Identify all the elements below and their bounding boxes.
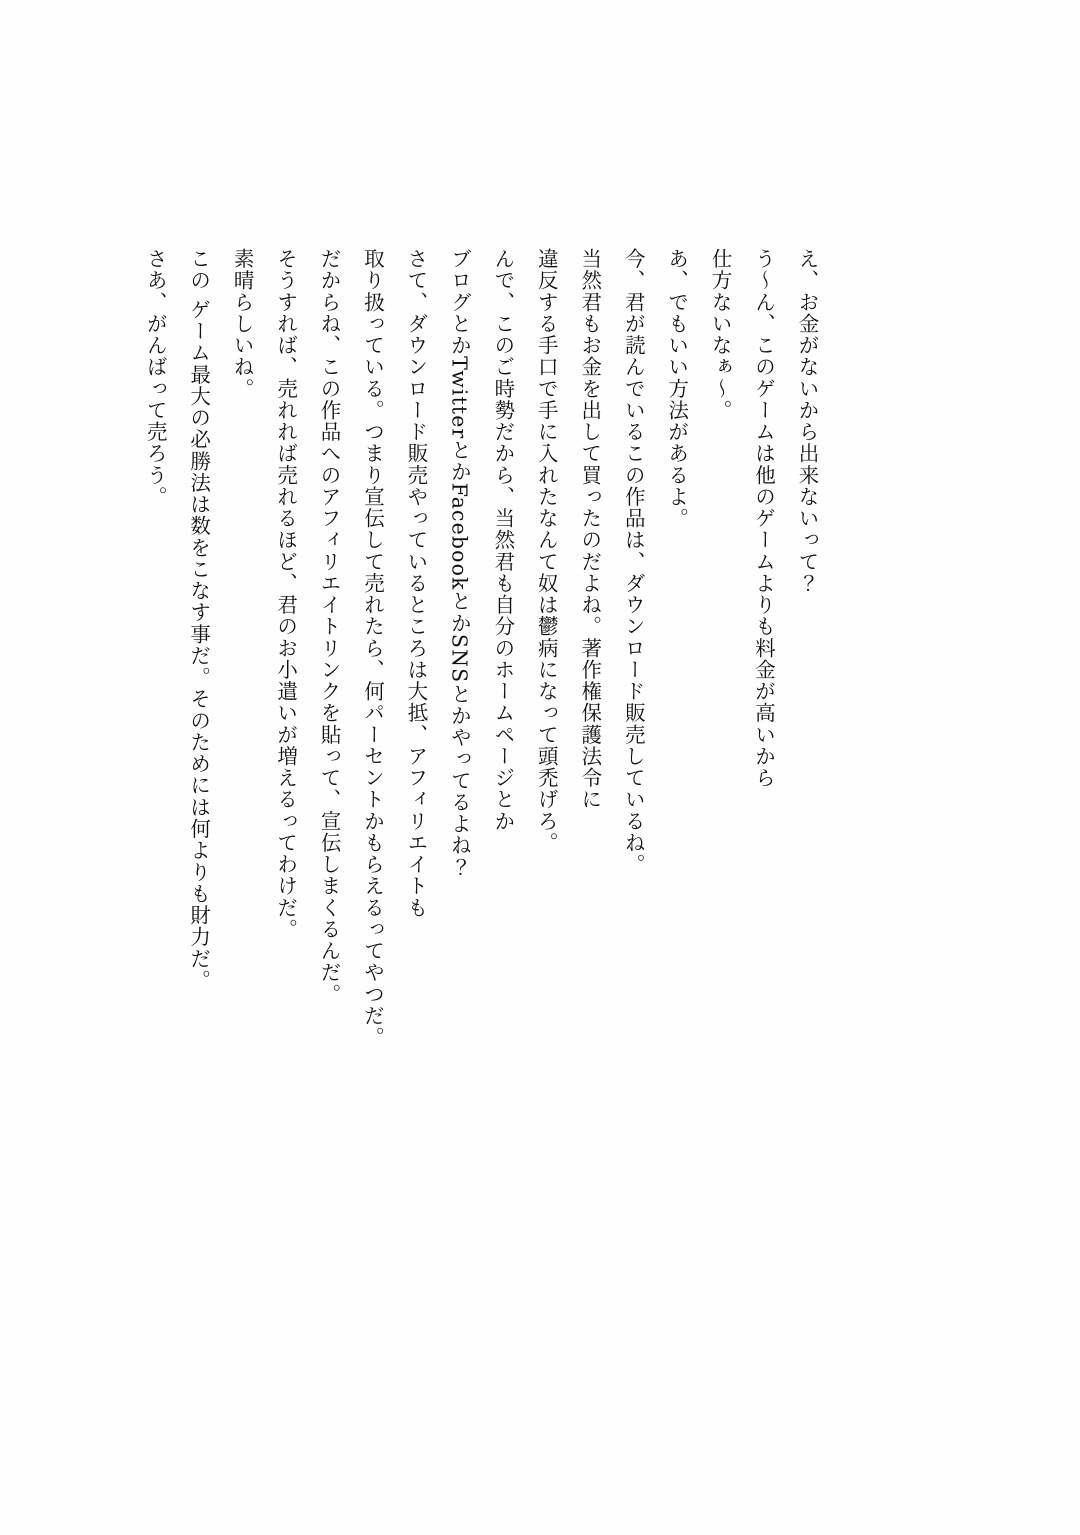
text-line: 当然君もお金を出して買ったのだよね。著作権保護法令に	[577, 248, 602, 811]
text-line: 今、君が読んでいるこの作品は、ダウンロード販売しているね。	[621, 248, 646, 876]
text-line: さて、ダウンロード販売やっているところは大抵、アフィリエイトも	[403, 248, 428, 919]
vertical-text-body	[143, 248, 828, 1308]
text-line: 違反する手口で手に入れたなんて奴は鬱病になって頭禿げろ。	[534, 248, 559, 854]
text-line: ブログとかTwitterとかFacebookとかSNSとかやってるよね？	[447, 248, 472, 878]
text-line: あ、でもいい方法があるよ。	[664, 248, 689, 530]
text-line: 取り扱っている。つまり宣伝して売れたら、何パーセントかもらえるってやつだ。	[360, 248, 385, 1049]
text-line: さあ、がんばって売ろう。	[143, 248, 168, 508]
text-line: んで、このご時勢だから、当然君も自分のホームページとか	[490, 248, 515, 832]
text-line: だからね、この作品へのアフィリエイトリンクを貼って、宣伝しまくるんだ。	[317, 248, 342, 1005]
text-line: 仕方ないなぁ〜。	[708, 248, 733, 422]
text-line: う〜ん、このゲームは他のゲームよりも料金が高いから	[751, 248, 776, 789]
text-line: え、お金がないから出来ないって？	[795, 248, 819, 595]
text-line: そうすれば、売れれば売れるほど、君のお小遣いが増えるってわけだ。	[273, 248, 298, 941]
text-line: この ゲーム最大の必勝法は数をこなす事だ。そのためには何よりも財力だ。	[186, 248, 211, 991]
text-line: 素晴らしいね。	[230, 248, 255, 400]
